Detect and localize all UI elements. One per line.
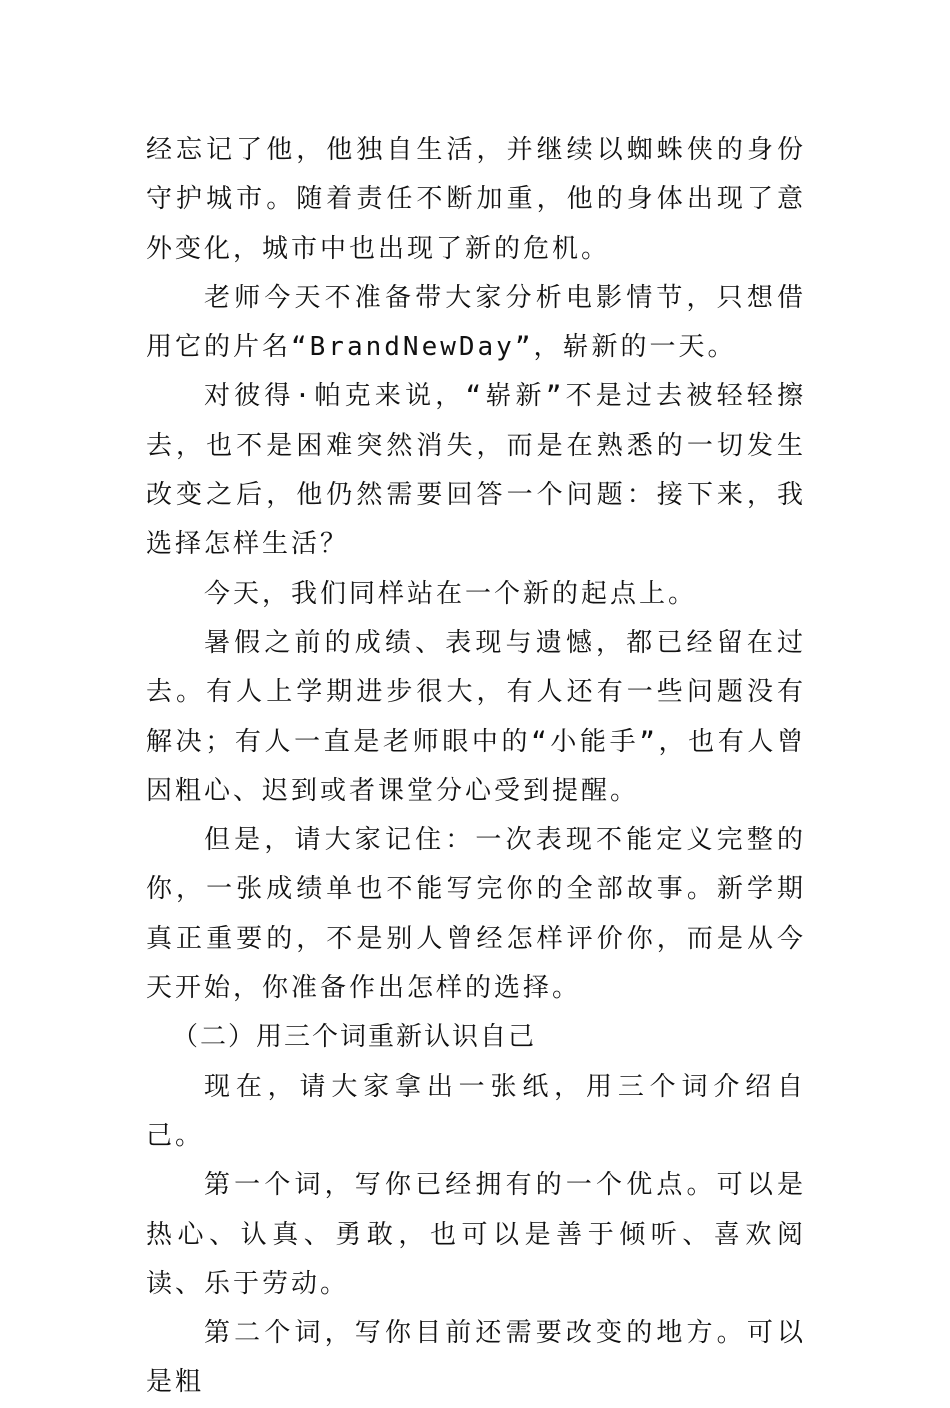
paragraph-past-summer: 暑假之前的成绩、表现与遗憾，都已经留在过去。有人上学期进步很大，有人还有一些问题没有解决；有人一直是老师眼中的“小能手”，也有人曾因粗心、迟到或者课堂分心受到提醒。 [146, 627, 806, 806]
paragraph-second-word: 第二个词，写你目前还需要改变的地方。可以是粗 [146, 1318, 806, 1398]
document-page [146, 126, 806, 1408]
paragraph-movie-title: 老师今天不准备带大家分析电影情节，只想借用它的片名“BrandNewDay”，崭新的一天。 [146, 282, 806, 363]
paragraph-continuation: 经忘记了他，他独自生活，并继续以蜘蛛侠的身份守护城市。随着责任不断加重，他的身体出现了意外变化，城市中也出现了新的危机。 [146, 135, 806, 264]
paragraph-new-start: 今天，我们同样站在一个新的起点上。 [204, 578, 698, 609]
paragraph-first-word: 第一个词，写你已经拥有的一个优点。可以是热心、认真、勇敢，也可以是善于倾听、喜欢阅读、乐于劳动。 [146, 1170, 806, 1299]
paragraph-remember: 但是，请大家记住：一次表现不能定义完整的你，一张成绩单也不能写完你的全部故事。新学期真正重要的，不是别人曾经怎样评价你，而是从今天开始，你准备作出怎样的选择。 [146, 825, 806, 1004]
section-heading: （二）用三个词重新认识自己 [172, 1022, 537, 1053]
paragraph-peter-parker: 对彼得·帕克来说，“崭新”不是过去被轻轻擦去，也不是困难突然消失，而是在熟悉的一切发生改变之后，他仍然需要回答一个问题：接下来，我选择怎样生活？ [146, 381, 806, 560]
paragraph-three-words: 现在，请大家拿出一张纸，用三个词介绍自己。 [146, 1071, 806, 1151]
